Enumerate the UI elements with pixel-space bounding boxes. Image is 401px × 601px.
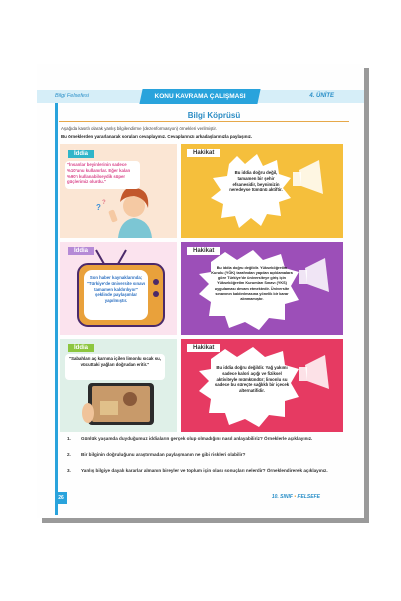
footer-separator: • [294, 494, 297, 500]
claim-panel-2 [60, 242, 177, 335]
claim-label-2: İddia [68, 247, 94, 255]
svg-text:?: ? [102, 200, 106, 206]
header-title-banner [139, 89, 260, 104]
fact-text-3: Bu iddia doğru değildir. Yağ yakımı sadece kalori açığı ve fiziksel aktiviteyle mümkündür; limonlu su sadece bu süreçte sağlıklı bir içecek alternatifidir. [214, 365, 290, 394]
section-title: Bilgi Köprüsü [187, 111, 241, 120]
page-number: 26 [55, 492, 67, 504]
header-subject: Bilgi Felsefesi [55, 93, 89, 99]
footer-grade: 10. SINIF [271, 494, 293, 500]
fact-label-2: Hakikat [187, 247, 220, 255]
worksheet-page [37, 64, 364, 518]
claim-panel-3 [60, 339, 177, 432]
fact-panel-2 [181, 242, 343, 335]
svg-text:?: ? [96, 203, 101, 212]
fact-label-3: Hakikat [187, 344, 220, 352]
claim-text-3: "Sabahları aç karnına içilen limonlu sıcak su, vücuttaki yağları doğrudan eritir." [69, 356, 161, 367]
footer-subject: FELSEFE [297, 494, 320, 500]
claim-label-1: İddia [68, 150, 94, 158]
title-underline [59, 121, 349, 122]
fact-panel-3 [181, 339, 343, 432]
footer-course [272, 494, 320, 500]
intro-line-2: Bu örneklerden yararlanarak soruları cevaplayınız. Cevaplarınızı arkadaşlarınızla paylaşınız. [61, 134, 253, 139]
claim-panel-1 [60, 144, 177, 238]
question-2: 2. Bir bilginin doğruluğunu araştırmadan paylaşmanın ne gibi riskleri olabilir? [67, 452, 246, 457]
fact-text-1: Bu iddia doğru değil, tamamen bir şehir efsanesidir, beynimizin neredeyse tümünü aktiftir. [229, 170, 283, 193]
claim-text-2: Son haber kaynaklarında; "Türkiye'de üniversite sınavı tamamen kaldırılıyor" şeklinde paylaşımlar yapılmıştır. [86, 275, 146, 304]
intro-line-1: Aşağıda kasıtlı olarak yanlış bilgilendirme (dezenformasyon) örnekleri verilmiştir. [61, 126, 217, 131]
claim-text-1: "İnsanlar beyinlerinin sadece %10'unu kullanırlar. Eğer kalan %90'ı kullanabilseydik süper güçlerimiz olurdu." [67, 162, 131, 185]
claim-illustration-3 [60, 339, 177, 432]
question-3: 3. Yanlış bilgiye dayalı kararlar almanın bireyler ve toplum için olası sonuçları nelerdir? Örneklendirerek açıklayınız. [67, 468, 328, 473]
fact-text-2: Bu iddia doğru değildir. Yükseköğretim Kurulu (YÖK) tarafından yapılan açıklamalara göre Türkiye'de üniversiteye giriş için Yükseköğretim Kurumları Sınavı (YKS) uygulaması devam etmektedir. Üniversite sınavının kaldırılmasına yönelik bir karar alınmamıştır. [211, 266, 293, 301]
fact-panel-1 [181, 144, 343, 238]
left-side-bar [55, 103, 58, 515]
question-1: 1. Günlük yaşamda duyduğumuz iddiaların gerçek olup olmadığını nasıl anlayabiliriz? Örneklerle açıklayınız. [67, 436, 313, 441]
claim-illustration-1 [60, 144, 177, 238]
header-unit: 4. ÜNİTE [309, 93, 334, 99]
fact-label-1: Hakikat [187, 149, 220, 157]
claim-label-3: İddia [68, 344, 94, 352]
header-title: KONU KAVRAMA ÇALIŞMASI [154, 93, 246, 100]
